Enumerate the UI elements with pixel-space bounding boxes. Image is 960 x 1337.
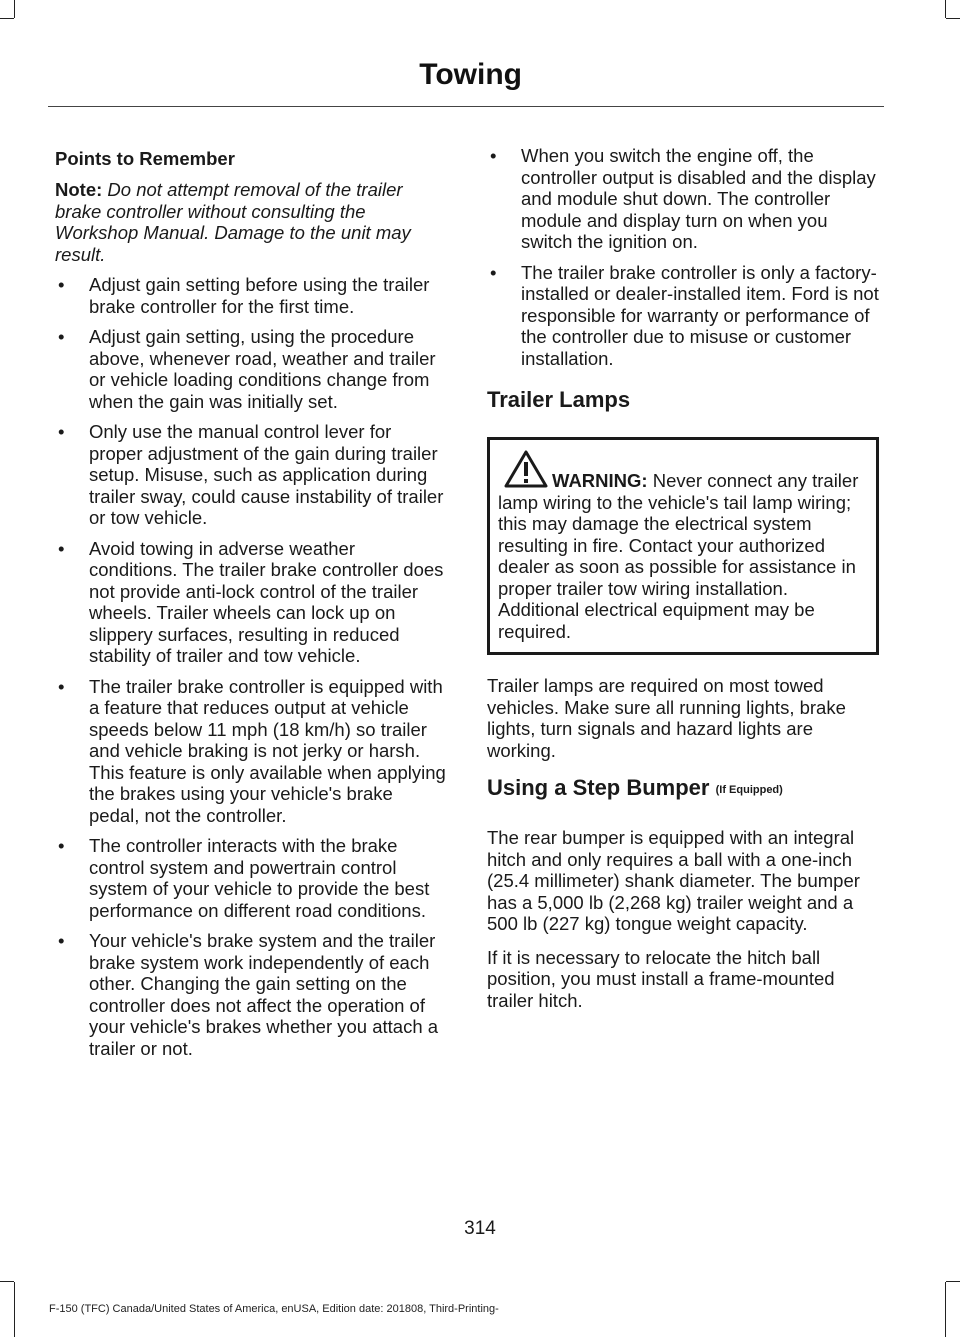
bullet-icon: • <box>58 835 65 856</box>
warning-box <box>487 437 879 655</box>
left-column <box>55 145 447 1068</box>
list-item <box>55 538 447 667</box>
list-item <box>55 274 447 317</box>
crop-mark <box>946 18 960 19</box>
list-item <box>55 676 447 827</box>
paragraph: If it is necessary to relocate the hitch ball position, you must install a frame-mounted trailer hitch. <box>487 946 835 1011</box>
bullet-icon: • <box>490 261 497 283</box>
bullet-icon: • <box>58 537 65 559</box>
list-item <box>55 326 447 412</box>
section-heading-trailer-lamps: Trailer Lamps <box>487 387 631 412</box>
list-item-text: Adjust gain setting, using the procedure above, whenever road, weather and trailer or vehicle loading conditions change from when the gain was initially set. <box>89 326 436 412</box>
list-item-text: Your vehicle's brake system and the trailer brake system work independently of each other. Changing the gain setting on the controller does not affect the operation of your vehicle's brakes whether you attach a trailer or not. <box>89 930 439 1059</box>
heading-text: Using a Step Bumper <box>487 775 710 800</box>
list-item-text: When you switch the engine off, the controller output is disabled and the display and module shut down. The controller module and display turn on when you switch the ignition on. <box>521 145 876 252</box>
list-item-text: Avoid towing in adverse weather conditions. The trailer brake controller does not provide anti-lock control of the trailer wheels. Trailer wheels can lock up on slippery surfaces, resulting in reduced stability of trailer and tow vehicle. <box>89 537 444 666</box>
bullet-list <box>55 274 447 1059</box>
warning-body: Never connect any trailer lamp wiring to the vehicle's tail lamp wiring; this may damage the electrical system resulting in fire. Contact your authorized dealer as soon as possible for assistance in proper trailer tow wiring installation. Additional electrical equipment may be required. <box>498 470 859 642</box>
note-paragraph <box>55 179 447 265</box>
heading-qualifier: (If Equipped) <box>715 784 783 796</box>
list-item <box>55 930 447 1059</box>
paragraph: Trailer lamps are required on most towed vehicles. Make sure all running lights, brake lights, turn signals and hazard lights are working. <box>487 675 846 761</box>
note-text: Do not attempt removal of the trailer brake controller without consulting the Workshop Manual. Damage to the unit may result. <box>55 179 411 265</box>
crop-mark <box>14 0 15 18</box>
crop-mark <box>14 1282 15 1337</box>
right-column <box>487 145 879 1023</box>
paragraph: The rear bumper is equipped with an integral hitch and only requires a ball with a one-inch (25.4 millimeter) shank diameter. The bumper has a 5,000 lb (2,268 kg) trailer weight and a 500 lb (227 kg) tongue weight capacity. <box>487 827 860 934</box>
warning-text <box>498 470 868 642</box>
list-item <box>487 145 879 253</box>
section-heading-step-bumper <box>487 775 879 803</box>
list-item <box>487 262 879 370</box>
bullet-icon: • <box>58 675 65 697</box>
crop-mark <box>946 1281 960 1282</box>
crop-mark <box>0 1281 14 1282</box>
warning-triangle-icon <box>504 450 548 488</box>
crop-mark <box>0 18 14 19</box>
bullet-icon: • <box>58 930 65 951</box>
list-item <box>55 421 447 529</box>
footer-edition-info: F-150 (TFC) Canada/United States of America, enUSA, Edition date: 201808, Third-Printing- <box>49 1303 499 1315</box>
page-title: Towing <box>419 58 522 91</box>
list-item-text: The trailer brake controller is equipped with a feature that reduces output at vehicle speeds below 11 mph (18 km/h) so trailer and vehicle braking is not jerky or harsh. This feature is only available when applying the brakes using your vehicle's brake pedal, not the controller. <box>89 675 446 826</box>
bullet-icon: • <box>490 145 497 166</box>
section-subhead: Points to Remember <box>55 148 235 169</box>
bullet-icon: • <box>58 326 65 347</box>
bullet-icon: • <box>58 421 65 442</box>
header-divider <box>48 106 884 107</box>
bullet-icon: • <box>58 274 65 295</box>
list-item <box>55 835 447 921</box>
crop-mark <box>945 1282 946 1337</box>
bullet-list <box>487 145 879 369</box>
list-item-text: Only use the manual control lever for proper adjustment of the gain during trailer setup. Misuse, such as application during trailer sway, could cause instability of trailer or tow vehicle. <box>89 421 444 528</box>
list-item-text: The trailer brake controller is only a factory-installed or dealer-installed item. Ford is not responsible for warranty or performance of the controller due to misuse or customer installation. <box>521 261 879 369</box>
warning-label: WARNING: <box>552 470 648 491</box>
list-item-text: Adjust gain setting before using the trailer brake controller for the first time. <box>89 274 430 317</box>
note-label: Note: <box>55 179 103 200</box>
page-number: 314 <box>464 1218 496 1239</box>
list-item-text: The controller interacts with the brake control system and powertrain control system of your vehicle to provide the best performance on different road conditions. <box>89 835 430 921</box>
crop-mark <box>945 0 946 18</box>
